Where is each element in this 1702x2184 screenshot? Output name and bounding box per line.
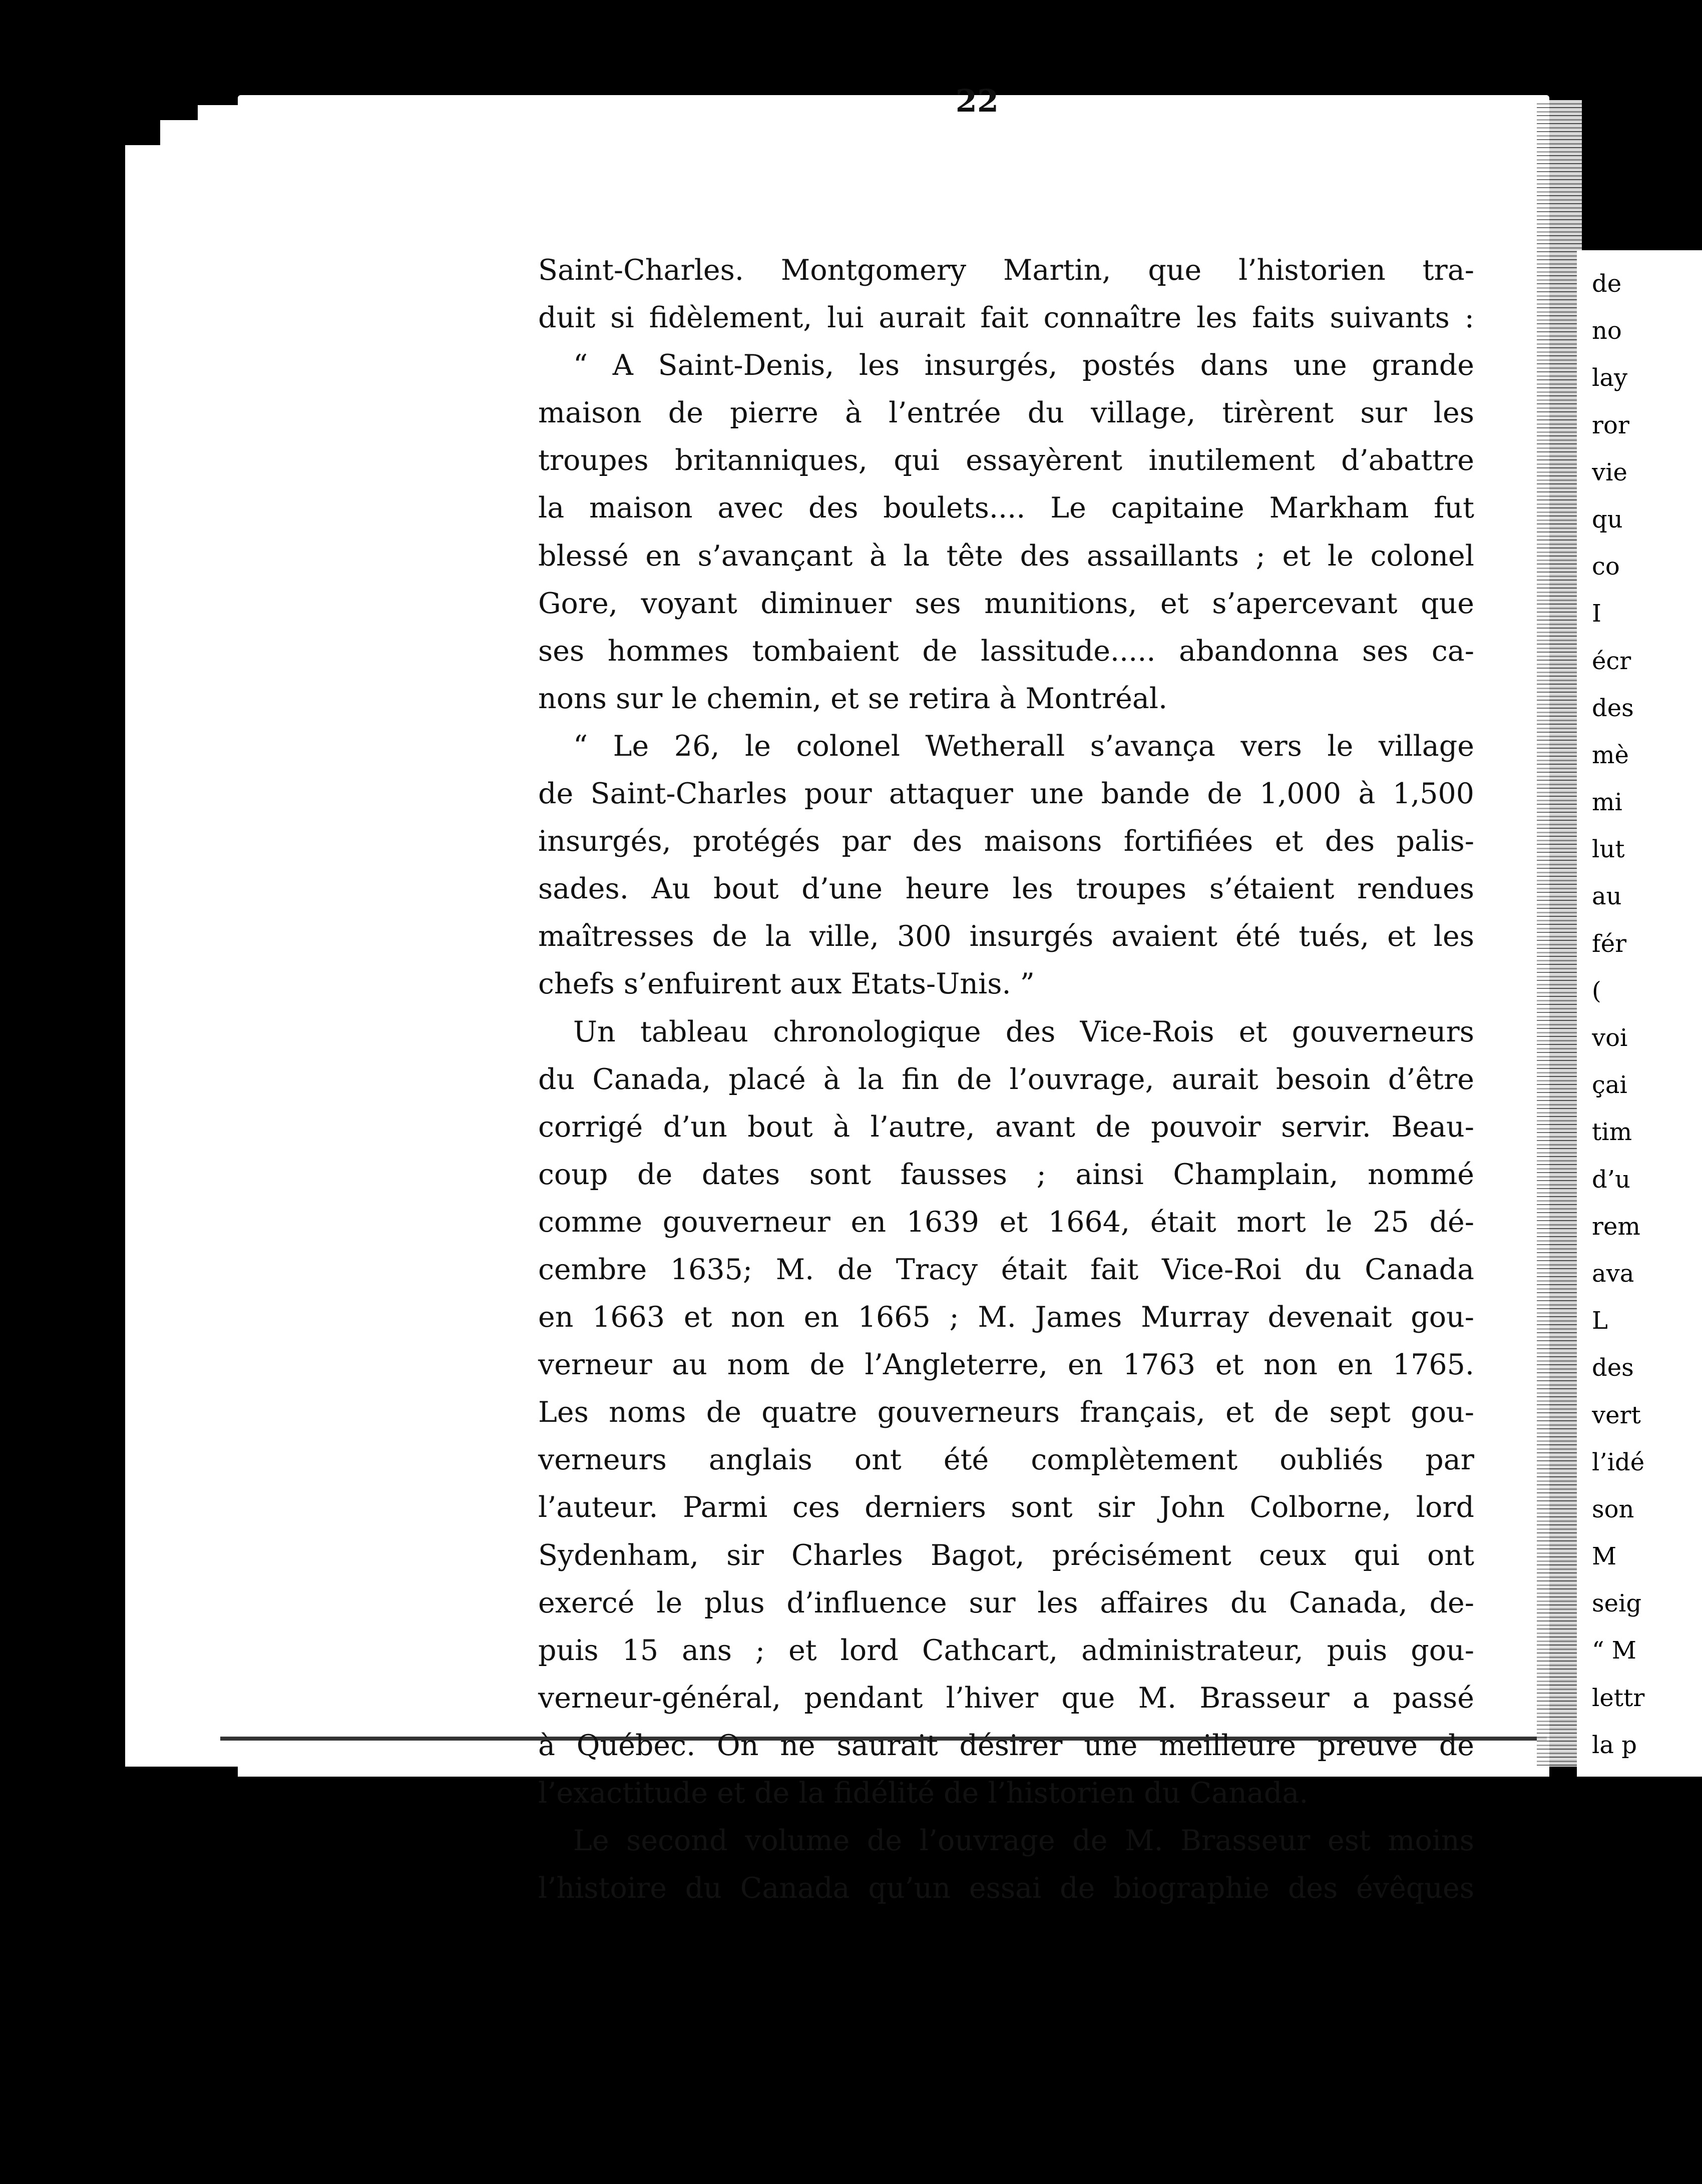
next-page-fragment: l’idé xyxy=(1592,1448,1645,1476)
text-line: maîtresses de la ville, 300 insurgés avaient été tués, et les xyxy=(538,920,1474,953)
next-page-fragments xyxy=(1592,260,1684,1910)
next-page-fragment: ( xyxy=(1592,976,1601,1005)
text-line: comme gouverneur en 1639 et 1664, était mort le 25 dé- xyxy=(538,1205,1474,1239)
next-page-fragment: des xyxy=(1592,1354,1634,1382)
text-line: en 1663 et non en 1665 ; M. James Murray devenait gou- xyxy=(538,1301,1474,1334)
text-line: Saint-Charles. Montgomery Martin, que l’historien tra- xyxy=(538,254,1474,287)
text-line: verneur-général, pendant l’hiver que M. Brasseur a passé xyxy=(538,1681,1474,1715)
next-page-fragment: “ M xyxy=(1592,1636,1636,1665)
next-page-fragment: qu xyxy=(1592,505,1623,533)
next-page-fragment: mè xyxy=(1592,741,1629,769)
text-line: verneurs anglais ont été complètement oubliés par xyxy=(538,1443,1474,1477)
text-line: Sydenham, sir Charles Bagot, précisément ceux qui ont xyxy=(538,1538,1474,1572)
text-line: corrigé d’un bout à l’autre, avant de pouvoir servir. Beau- xyxy=(538,1110,1474,1144)
text-line: à Québec. On ne saurait désirer une meilleure preuve de xyxy=(538,1729,1474,1762)
text-line: sades. Au bout d’une heure les troupes s’étaient rendues xyxy=(538,872,1474,906)
next-page-fragment: des xyxy=(1592,694,1634,722)
text-line: l’exactitude et de la fidélité de l’historien du Canada. xyxy=(538,1777,1309,1810)
next-page-fragment: rem xyxy=(1592,1212,1640,1241)
text-line: puis 15 ans ; et lord Cathcart, administrateur, puis gou- xyxy=(538,1633,1474,1667)
next-page-fragment: au xyxy=(1592,882,1622,911)
page-number: 22 xyxy=(955,83,999,119)
next-page-fragment: voi xyxy=(1592,1024,1628,1052)
text-line: “ Le 26, le colonel Wetherall s’avança vers le village xyxy=(573,729,1474,763)
text-line: l’auteur. Parmi ces derniers sont sir John Colborne, lord xyxy=(538,1491,1474,1524)
text-line: “ A Saint-Denis, les insurgés, postés dans une grande xyxy=(573,349,1474,382)
text-line: verneur au nom de l’Angleterre, en 1763 et non en 1765. xyxy=(538,1348,1474,1382)
next-page-fragment: tim xyxy=(1592,1118,1632,1147)
next-page-fragment: mai xyxy=(1592,1872,1637,1901)
next-page-fragment: no xyxy=(1592,317,1622,345)
next-page-fragment: M xyxy=(1592,1542,1617,1571)
next-page-fragment: écr xyxy=(1592,647,1631,675)
text-line: Le second volume de l’ouvrage de M. Brasseur est moins xyxy=(573,1824,1474,1858)
text-line: troupes britanniques, qui essayèrent inutilement d’abattre xyxy=(538,444,1474,477)
next-page-fragment: mi xyxy=(1592,788,1622,817)
next-page-fragment: seig xyxy=(1592,1589,1642,1618)
text-line: l’histoire du Canada qu’un essai de biographie des évêques xyxy=(538,1872,1474,1905)
next-page-fragment: co xyxy=(1592,553,1620,581)
text-line: ses hommes tombaient de lassitude..... abandonna ses ca- xyxy=(538,634,1474,668)
next-page-fragment: son xyxy=(1592,1495,1634,1523)
next-page-fragment: lut xyxy=(1592,835,1625,864)
next-page-fragment: vie xyxy=(1592,458,1627,486)
text-line: la maison avec des boulets.... Le capitaine Markham fut xyxy=(538,491,1474,525)
text-line: maison de pierre à l’entrée du village, tirèrent sur les xyxy=(538,396,1474,430)
next-page-fragment: lettr xyxy=(1592,1684,1645,1712)
next-page-fragment: ava xyxy=(1592,1259,1634,1288)
text-line: de Saint-Charles pour attaquer une bande de 1,000 à 1,500 xyxy=(538,777,1474,811)
next-page-fragment: I xyxy=(1592,600,1601,628)
next-page-fragment: vert xyxy=(1592,1401,1641,1429)
next-page-fragment: de xyxy=(1592,1778,1622,1806)
text-line: Gore, voyant diminuer ses munitions, et s’apercevant que xyxy=(538,587,1474,620)
text-line: exercé le plus d’influence sur les affaires du Canada, de- xyxy=(538,1586,1474,1619)
text-line: Un tableau chronologique des Vice-Rois et gouverneurs xyxy=(573,1015,1474,1048)
text-line: du Canada, placé à la fin de l’ouvrage, aurait besoin d’être xyxy=(538,1062,1474,1096)
text-line: coup de dates sont fausses ; ainsi Champlain, nommé xyxy=(538,1158,1474,1191)
next-page-fragment: d’u xyxy=(1592,1165,1630,1194)
next-page-fragment: fér xyxy=(1592,929,1627,958)
text-line: insurgés, protégés par des maisons fortifiées et des palis- xyxy=(538,825,1474,858)
body-text xyxy=(538,247,1474,1912)
next-page-fragment: ror xyxy=(1592,411,1629,439)
next-page-fragment: de xyxy=(1592,270,1622,298)
book-gutter xyxy=(1537,100,1582,1767)
next-page-fragment: çai xyxy=(1592,1071,1627,1100)
next-page-fragment: la p xyxy=(1592,1731,1637,1759)
next-page-fragment: men xyxy=(1592,1825,1644,1854)
text-line: duit si fidèlement, lui aurait fait connaître les faits suivants : xyxy=(538,301,1474,335)
text-line: chefs s’enfuirent aux Etats-Unis. ” xyxy=(538,967,1035,1001)
text-line: nons sur le chemin, et se retira à Montréal. xyxy=(538,682,1168,715)
next-page-fragment: L xyxy=(1592,1307,1608,1335)
text-line: Les noms de quatre gouverneurs français, et de sept gou- xyxy=(538,1396,1474,1429)
next-page-fragment: lay xyxy=(1592,364,1628,392)
text-line: blessé en s’avançant à la tête des assaillants ; et le colonel xyxy=(538,539,1474,573)
text-line: cembre 1635; M. de Tracy était fait Vice-Roi du Canada xyxy=(538,1253,1474,1286)
